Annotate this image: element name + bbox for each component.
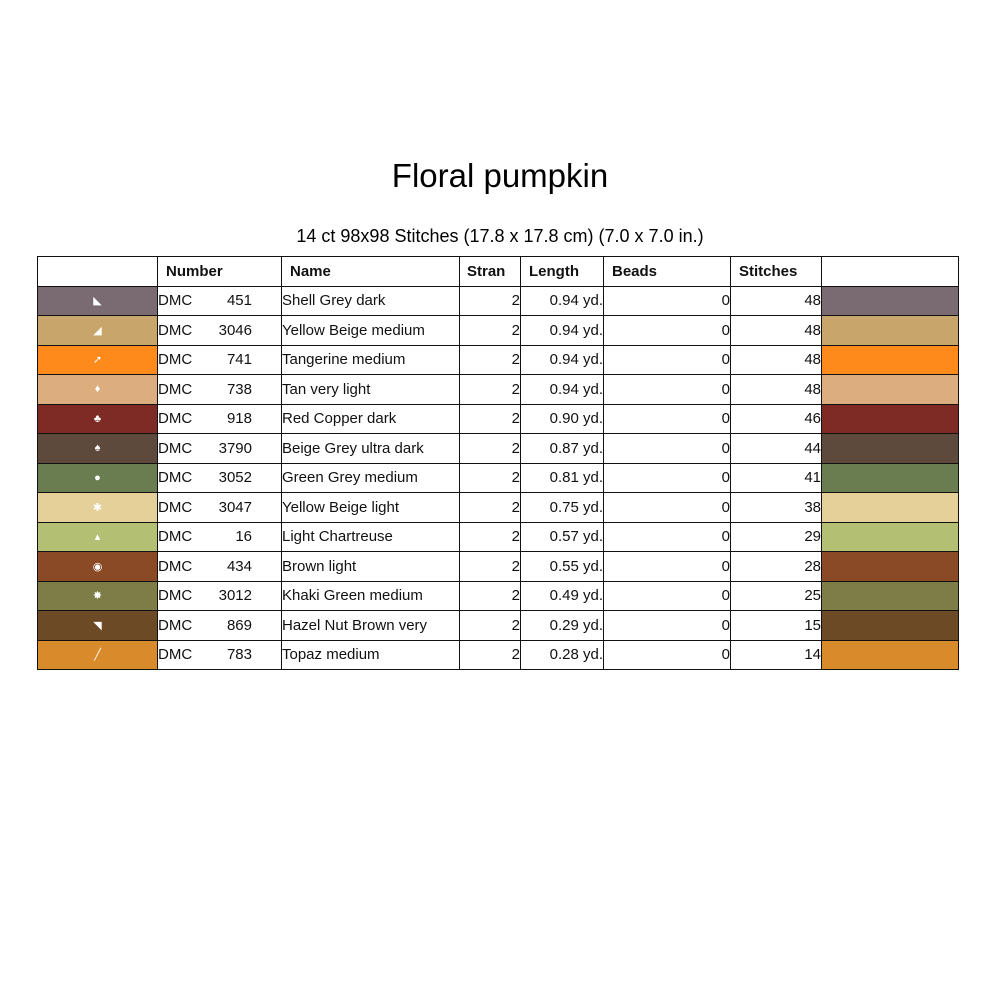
color-swatch — [822, 286, 959, 316]
strands-cell: 2 — [460, 434, 521, 464]
circle-icon: ● — [94, 471, 101, 484]
symbol-cell — [38, 493, 158, 523]
thread-name-cell: Hazel Nut Brown very — [282, 611, 460, 641]
length-cell: 0.94 yd. — [521, 375, 604, 405]
stitches-cell: 48 — [731, 375, 822, 405]
symbol-cell — [38, 640, 158, 670]
length-cell: 0.94 yd. — [521, 286, 604, 316]
thread-brand: DMC — [158, 646, 193, 664]
table-header-row — [38, 257, 959, 287]
thread-number-cell — [158, 286, 282, 316]
thread-name-cell: Yellow Beige medium — [282, 316, 460, 346]
beads-cell: 0 — [604, 434, 731, 464]
strands-cell: 2 — [460, 286, 521, 316]
beads-cell: 0 — [604, 552, 731, 582]
stitches-cell: 44 — [731, 434, 822, 464]
stitches-cell: 41 — [731, 463, 822, 493]
stitches-cell: 46 — [731, 404, 822, 434]
symbol-cell — [38, 463, 158, 493]
thread-name-cell: Topaz medium — [282, 640, 460, 670]
beads-cell: 0 — [604, 522, 731, 552]
symbol-cell — [38, 434, 158, 464]
length-cell: 0.94 yd. — [521, 316, 604, 346]
wedge-icon: ◢ — [93, 324, 102, 337]
color-swatch — [822, 552, 959, 582]
thread-code: 3012 — [218, 587, 252, 605]
color-swatch — [822, 316, 959, 346]
length-cell: 0.55 yd. — [521, 552, 604, 582]
symbol-cell — [38, 375, 158, 405]
thread-name-cell: Tangerine medium — [282, 345, 460, 375]
page-subtitle: 14 ct 98x98 Stitches (17.8 x 17.8 cm) (7.0 x 7.0 in.) — [296, 226, 704, 246]
beads-cell: 0 — [604, 463, 731, 493]
beads-cell: 0 — [604, 316, 731, 346]
color-swatch — [822, 434, 959, 464]
thread-number-cell — [158, 404, 282, 434]
table-row — [38, 522, 959, 552]
star-icon: ✱ — [92, 501, 103, 514]
thread-brand: DMC — [158, 498, 193, 516]
stitches-cell: 15 — [731, 611, 822, 641]
beads-cell: 0 — [604, 375, 731, 405]
table-row — [38, 345, 959, 375]
thread-code: 869 — [226, 616, 252, 634]
thread-code: 16 — [235, 528, 252, 546]
length-cell: 0.49 yd. — [521, 581, 604, 611]
burst-icon: ✸ — [92, 590, 103, 603]
thread-brand: DMC — [158, 557, 193, 575]
thread-name-cell: Khaki Green medium — [282, 581, 460, 611]
length-cell: 0.57 yd. — [521, 522, 604, 552]
strands-cell: 2 — [460, 522, 521, 552]
table-row — [38, 316, 959, 346]
color-swatch — [822, 611, 959, 641]
thread-code: 3047 — [218, 498, 252, 516]
thread-brand: DMC — [158, 528, 193, 546]
thread-brand: DMC — [158, 587, 193, 605]
thread-brand: DMC — [158, 292, 193, 310]
table-row — [38, 404, 959, 434]
strands-cell: 2 — [460, 404, 521, 434]
header-beads: Beads — [604, 257, 731, 287]
beads-cell: 0 — [604, 581, 731, 611]
length-cell: 0.90 yd. — [521, 404, 604, 434]
thread-number-cell — [158, 552, 282, 582]
header-symbol — [38, 257, 158, 287]
thread-code: 3790 — [218, 439, 252, 457]
strands-cell: 2 — [460, 316, 521, 346]
thread-number-cell — [158, 611, 282, 641]
spade-icon: ♠ — [94, 442, 101, 455]
stitches-cell: 38 — [731, 493, 822, 523]
table-row — [38, 640, 959, 670]
color-swatch — [822, 522, 959, 552]
thread-code: 3046 — [218, 321, 252, 339]
thread-number-cell — [158, 345, 282, 375]
header-color — [822, 257, 959, 287]
thread-name-cell: Beige Grey ultra dark — [282, 434, 460, 464]
strands-cell: 2 — [460, 375, 521, 405]
stitches-cell: 28 — [731, 552, 822, 582]
color-swatch — [822, 463, 959, 493]
thread-number-cell — [158, 463, 282, 493]
thread-name-cell: Green Grey medium — [282, 463, 460, 493]
color-swatch — [822, 493, 959, 523]
color-swatch — [822, 404, 959, 434]
strands-cell: 2 — [460, 640, 521, 670]
symbol-cell — [38, 286, 158, 316]
table-row — [38, 286, 959, 316]
club-icon: ♣ — [93, 412, 102, 425]
thread-number-cell — [158, 316, 282, 346]
beads-cell: 0 — [604, 345, 731, 375]
beads-cell: 0 — [604, 404, 731, 434]
thread-name-cell: Red Copper dark — [282, 404, 460, 434]
stitches-cell: 14 — [731, 640, 822, 670]
symbol-cell — [38, 581, 158, 611]
arrow-icon: ➚ — [92, 354, 103, 367]
table-row — [38, 493, 959, 523]
stitches-cell: 48 — [731, 345, 822, 375]
table-row — [38, 611, 959, 641]
stitches-cell: 25 — [731, 581, 822, 611]
thread-name-cell: Light Chartreuse — [282, 522, 460, 552]
stitches-cell: 29 — [731, 522, 822, 552]
symbol-cell — [38, 316, 158, 346]
thread-code: 738 — [226, 380, 252, 398]
header-strands: Stran — [460, 257, 521, 287]
thread-code: 741 — [226, 351, 252, 369]
corner-triangle-icon: ◥ — [93, 619, 102, 632]
symbol-cell — [38, 552, 158, 582]
thread-brand: DMC — [158, 321, 193, 339]
table-row — [38, 463, 959, 493]
strands-cell: 2 — [460, 611, 521, 641]
thread-brand: DMC — [158, 469, 193, 487]
thread-brand: DMC — [158, 616, 193, 634]
length-cell: 0.75 yd. — [521, 493, 604, 523]
length-cell: 0.81 yd. — [521, 463, 604, 493]
beads-cell: 0 — [604, 640, 731, 670]
thread-legend-table — [37, 256, 959, 670]
strands-cell: 2 — [460, 493, 521, 523]
table-body — [38, 286, 959, 670]
triangle-icon: ◣ — [93, 295, 102, 308]
symbol-cell — [38, 522, 158, 552]
thread-code: 434 — [226, 557, 252, 575]
symbol-cell — [38, 404, 158, 434]
thread-brand: DMC — [158, 380, 193, 398]
color-swatch — [822, 581, 959, 611]
page-title: Floral pumpkin — [391, 157, 609, 194]
color-swatch — [822, 375, 959, 405]
table-row — [38, 434, 959, 464]
thread-name-cell: Tan very light — [282, 375, 460, 405]
thread-number-cell — [158, 522, 282, 552]
symbol-cell — [38, 611, 158, 641]
color-swatch — [822, 640, 959, 670]
thread-brand: DMC — [158, 410, 193, 428]
strands-cell: 2 — [460, 345, 521, 375]
beads-cell: 0 — [604, 493, 731, 523]
table-row — [38, 581, 959, 611]
thread-number-cell — [158, 640, 282, 670]
thread-code: 918 — [226, 410, 252, 428]
thread-number-cell — [158, 375, 282, 405]
thread-code: 451 — [226, 292, 252, 310]
slash-icon: ╱ — [94, 649, 101, 662]
strands-cell: 2 — [460, 463, 521, 493]
beads-cell: 0 — [604, 611, 731, 641]
table-row — [38, 552, 959, 582]
color-swatch — [822, 345, 959, 375]
header-number: Number — [158, 257, 282, 287]
header-name: Name — [282, 257, 460, 287]
thread-name-cell: Brown light — [282, 552, 460, 582]
length-cell: 0.94 yd. — [521, 345, 604, 375]
header-length: Length — [521, 257, 604, 287]
beads-cell: 0 — [604, 286, 731, 316]
thread-name-cell: Yellow Beige light — [282, 493, 460, 523]
thread-code: 3052 — [218, 469, 252, 487]
length-cell: 0.29 yd. — [521, 611, 604, 641]
thread-brand: DMC — [158, 351, 193, 369]
thread-number-cell — [158, 581, 282, 611]
strands-cell: 2 — [460, 581, 521, 611]
thread-name-cell: Shell Grey dark — [282, 286, 460, 316]
mound-icon: ▴ — [94, 531, 101, 544]
length-cell: 0.87 yd. — [521, 434, 604, 464]
thread-number-cell — [158, 434, 282, 464]
check-circle-icon: ◉ — [92, 560, 103, 573]
length-cell: 0.28 yd. — [521, 640, 604, 670]
thread-code: 783 — [226, 646, 252, 664]
strands-cell: 2 — [460, 552, 521, 582]
stitches-cell: 48 — [731, 286, 822, 316]
header-stitches: Stitches — [731, 257, 822, 287]
thread-brand: DMC — [158, 439, 193, 457]
table-row — [38, 375, 959, 405]
symbol-cell — [38, 345, 158, 375]
stitches-cell: 48 — [731, 316, 822, 346]
thread-number-cell — [158, 493, 282, 523]
diamond-icon: ♦ — [94, 383, 101, 396]
